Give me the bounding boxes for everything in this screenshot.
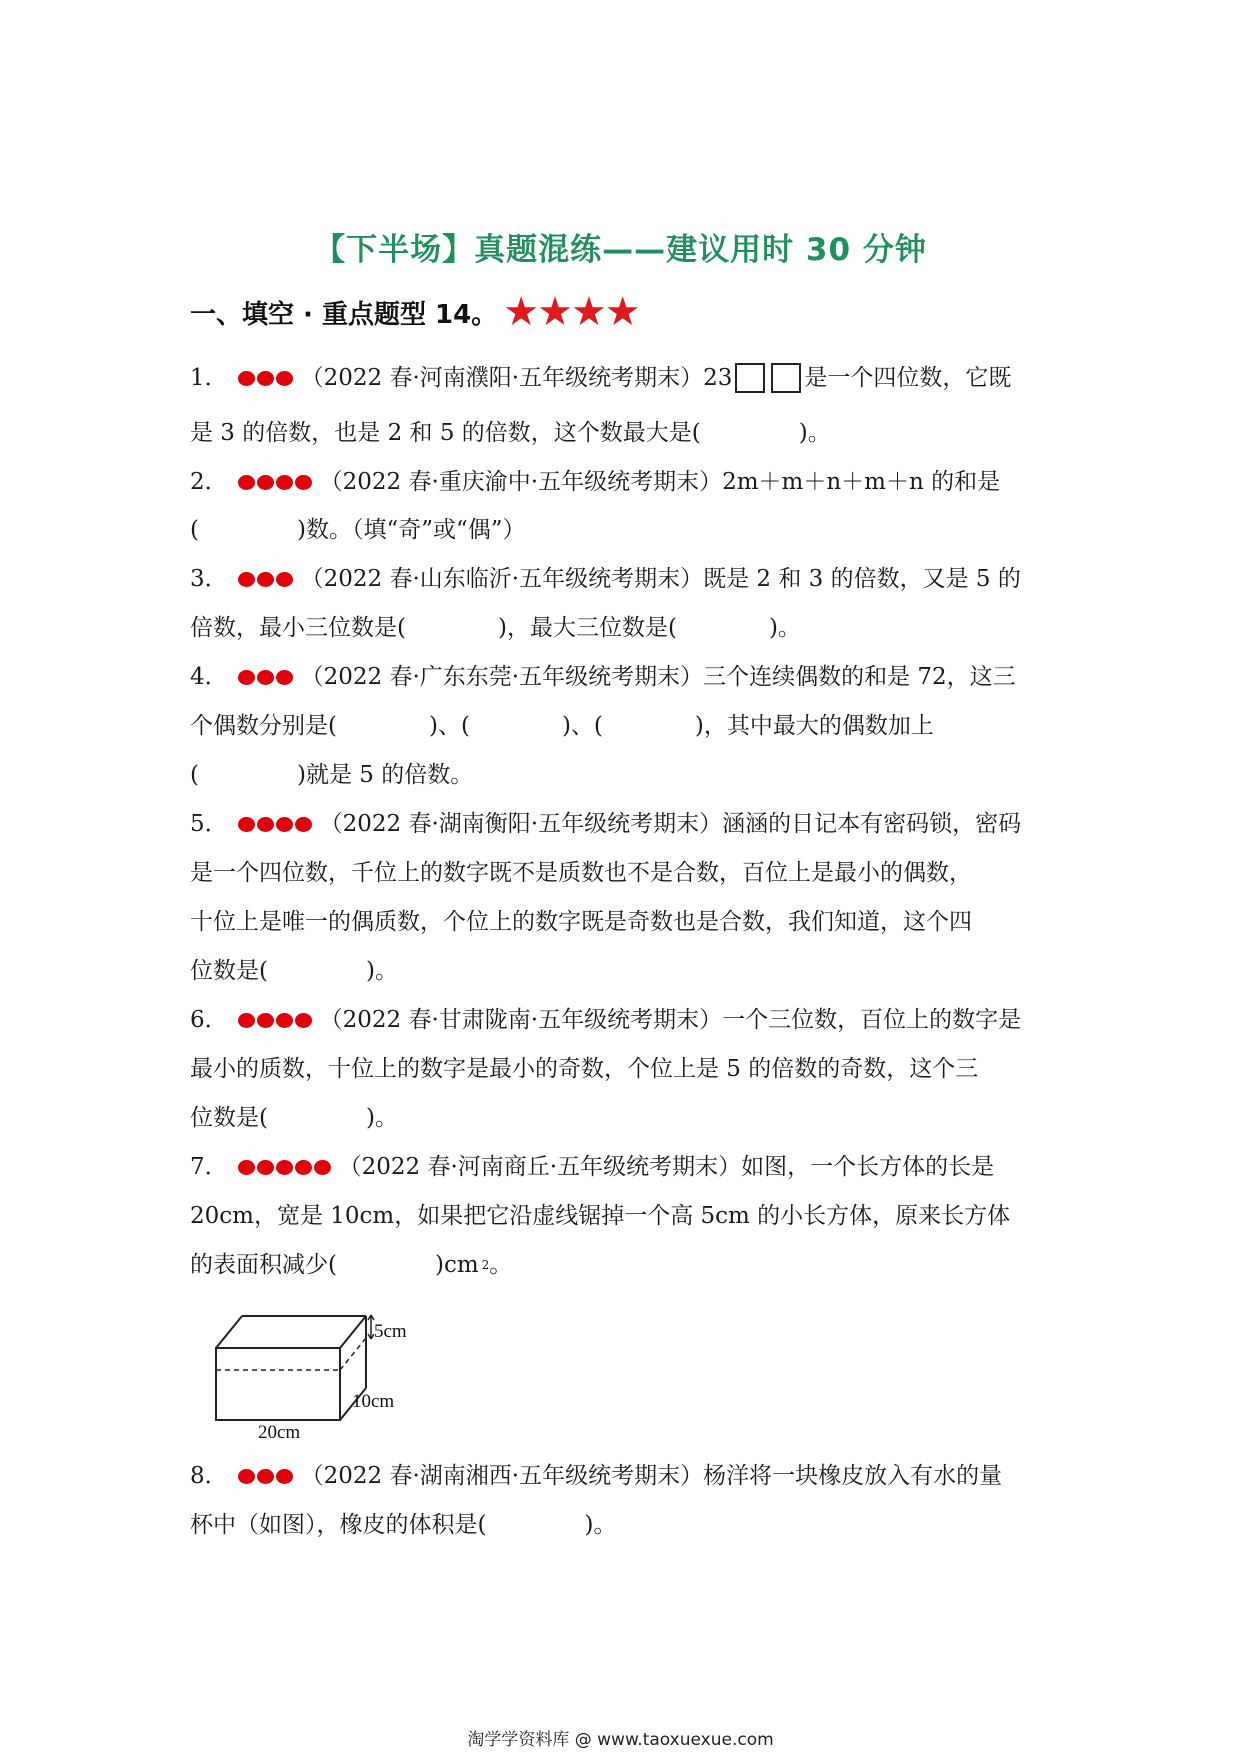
question-3-line-1 bbox=[190, 564, 1021, 594]
cuboid-figure bbox=[212, 1310, 432, 1444]
footer-watermark: 淘学学资料库 @ www.taoxuexue.com bbox=[467, 1730, 774, 1750]
question-text: )数。（填“奇”或“偶”） bbox=[296, 517, 526, 543]
length-label: 20cm bbox=[258, 1422, 301, 1440]
star-icon: ★ bbox=[604, 289, 641, 335]
digit-box[interactable] bbox=[735, 363, 765, 393]
question-text: ( bbox=[190, 517, 199, 543]
difficulty-dot-icon bbox=[295, 817, 312, 832]
difficulty-dot-icon bbox=[257, 1160, 274, 1175]
question-text: （2022 春·河南濮阳·五年级统考期末）23 bbox=[300, 365, 733, 391]
question-4-line-2 bbox=[190, 711, 934, 741]
question-number: 3． bbox=[190, 566, 228, 592]
difficulty-dots bbox=[238, 475, 314, 490]
difficulty-dot-icon bbox=[276, 670, 293, 685]
question-text: （2022 春·重庆渝中·五年级统考期末）2m＋m＋n＋m＋n 的和是 bbox=[319, 469, 1001, 495]
star-icon: ★ bbox=[570, 289, 607, 335]
question-text: )，其中最大的偶数加上 bbox=[694, 713, 934, 739]
question-6-line-1 bbox=[190, 1005, 1021, 1035]
question-5-line-4 bbox=[190, 956, 398, 986]
question-text: （2022 春·湖南湘西·五年级统考期末）杨洋将一块橡皮放入有水的量 bbox=[300, 1463, 1003, 1489]
question-number: 6． bbox=[190, 1007, 228, 1033]
difficulty-dot-icon bbox=[257, 670, 274, 685]
difficulty-dot-icon bbox=[238, 1013, 255, 1028]
question-text: )、( bbox=[561, 713, 603, 739]
question-6-line-3 bbox=[190, 1103, 398, 1133]
difficulty-dot-icon bbox=[238, 371, 255, 386]
question-number: 4． bbox=[190, 664, 228, 690]
height-label: 5cm bbox=[374, 1321, 407, 1342]
question-7-line-2 bbox=[190, 1201, 1010, 1231]
question-text: )，最大三位数是( bbox=[497, 615, 677, 641]
cuboid-diagram bbox=[212, 1310, 432, 1440]
question-2-line-1 bbox=[190, 467, 1000, 497]
question-text: （2022 春·广东东莞·五年级统考期末）三个连续偶数的和是 72，这三 bbox=[300, 664, 1016, 690]
difficulty-dot-icon bbox=[276, 371, 293, 386]
difficulty-stars bbox=[503, 289, 641, 335]
cuboid-front-face bbox=[216, 1348, 340, 1420]
difficulty-dot-icon bbox=[238, 817, 255, 832]
question-text: 是一个四位数，千位上的数字既不是质数也不是合数，百位上是最小的偶数， bbox=[190, 860, 972, 886]
question-text: 位数是( bbox=[190, 1105, 268, 1131]
difficulty-dots bbox=[238, 670, 295, 685]
question-text: 杯中（如图），橡皮的体积是( bbox=[190, 1512, 487, 1538]
difficulty-dots bbox=[238, 371, 295, 386]
star-icon: ★ bbox=[503, 289, 540, 335]
question-text: )。 bbox=[798, 420, 831, 446]
difficulty-dot-icon bbox=[295, 1160, 312, 1175]
question-4-line-1 bbox=[190, 662, 1016, 692]
question-text: 。 bbox=[489, 1252, 513, 1278]
question-text: （2022 春·山东临沂·五年级统考期末）既是 2 和 3 的倍数，又是 5 的 bbox=[300, 566, 1021, 592]
section-heading bbox=[190, 289, 641, 335]
question-text: 十位上是唯一的偶质数，个位上的数字既是奇数也是合数，我们知道，这个四 bbox=[190, 909, 972, 935]
question-text: 是一个四位数，它既 bbox=[804, 365, 1012, 391]
question-text: ( bbox=[190, 762, 199, 788]
question-text: 位数是( bbox=[190, 958, 268, 984]
question-text: )。 bbox=[768, 615, 801, 641]
difficulty-dot-icon bbox=[238, 670, 255, 685]
difficulty-dot-icon bbox=[238, 1160, 255, 1175]
question-number: 7． bbox=[190, 1154, 228, 1180]
question-text: （2022 春·甘肃陇南·五年级统考期末）一个三位数，百位上的数字是 bbox=[319, 1007, 1022, 1033]
difficulty-dot-icon bbox=[257, 475, 274, 490]
question-text: 的表面积减少( bbox=[190, 1252, 337, 1278]
question-text: )cm bbox=[434, 1252, 479, 1278]
question-number: 8． bbox=[190, 1463, 228, 1489]
question-text: )。 bbox=[584, 1512, 617, 1538]
difficulty-dot-icon bbox=[257, 572, 274, 587]
question-8-line-1 bbox=[190, 1461, 1002, 1491]
difficulty-dot-icon bbox=[257, 371, 274, 386]
difficulty-dot-icon bbox=[276, 1469, 293, 1484]
difficulty-dot-icon bbox=[276, 1160, 293, 1175]
question-text: 20cm，宽是 10cm，如果把它沿虚线锯掉一个高 5cm 的小长方体，原来长方体 bbox=[190, 1203, 1011, 1229]
digit-box[interactable] bbox=[771, 363, 801, 393]
question-6-line-2 bbox=[190, 1054, 978, 1084]
question-text: )。 bbox=[365, 958, 398, 984]
question-4-line-3 bbox=[190, 760, 473, 790]
question-text: )、( bbox=[428, 713, 470, 739]
difficulty-dot-icon bbox=[276, 817, 293, 832]
difficulty-dot-icon bbox=[295, 475, 312, 490]
difficulty-dot-icon bbox=[314, 1160, 331, 1175]
question-1-line-2 bbox=[190, 418, 831, 448]
question-5-line-3 bbox=[190, 907, 972, 937]
question-text: 最小的质数，十位上的数字是最小的奇数，个位上是 5 的倍数的奇数，这个三 bbox=[190, 1056, 979, 1082]
section-heading-text: 一、填空 · 重点题型 14。 bbox=[190, 299, 498, 330]
question-text: 倍数，最小三位数是( bbox=[190, 615, 406, 641]
difficulty-dot-icon bbox=[238, 572, 255, 587]
question-5-line-1 bbox=[190, 809, 1021, 839]
question-3-line-2 bbox=[190, 613, 801, 643]
difficulty-dots bbox=[238, 817, 314, 832]
star-icon: ★ bbox=[537, 289, 573, 335]
question-number: 1． bbox=[190, 365, 228, 391]
question-1-line-1 bbox=[190, 363, 1011, 393]
difficulty-dot-icon bbox=[276, 1013, 293, 1028]
page-title: 【下半场】真题混练——建议用时 30 分钟 bbox=[314, 232, 927, 268]
difficulty-dot-icon bbox=[238, 475, 255, 490]
difficulty-dots bbox=[238, 1013, 314, 1028]
difficulty-dot-icon bbox=[295, 1013, 312, 1028]
question-number: 2． bbox=[190, 469, 228, 495]
question-text: 个偶数分别是( bbox=[190, 713, 337, 739]
difficulty-dots bbox=[238, 1469, 295, 1484]
question-number: 5． bbox=[190, 811, 228, 837]
question-text: )就是 5 的倍数。 bbox=[296, 762, 474, 788]
difficulty-dot-icon bbox=[257, 1013, 274, 1028]
superscript: 2 bbox=[481, 1258, 490, 1272]
question-text: （2022 春·河南商丘·五年级统考期末）如图，一个长方体的长是 bbox=[338, 1154, 995, 1180]
question-text: )。 bbox=[365, 1105, 398, 1131]
difficulty-dot-icon bbox=[276, 475, 293, 490]
difficulty-dots bbox=[238, 1160, 333, 1175]
question-7-line-3 bbox=[190, 1250, 512, 1280]
width-label: 10cm bbox=[352, 1391, 395, 1412]
difficulty-dot-icon bbox=[257, 817, 274, 832]
question-2-line-2 bbox=[190, 515, 526, 545]
difficulty-dot-icon bbox=[276, 572, 293, 587]
question-text: 是 3 的倍数，也是 2 和 5 的倍数，这个数最大是( bbox=[190, 420, 701, 446]
question-text: （2022 春·湖南衡阳·五年级统考期末）涵涵的日记本有密码锁，密码 bbox=[319, 811, 1022, 837]
difficulty-dots bbox=[238, 572, 295, 587]
question-8-line-2 bbox=[190, 1510, 616, 1540]
question-5-line-2 bbox=[190, 858, 972, 888]
difficulty-dot-icon bbox=[238, 1469, 255, 1484]
question-7-line-1 bbox=[190, 1152, 994, 1182]
difficulty-dot-icon bbox=[257, 1469, 274, 1484]
